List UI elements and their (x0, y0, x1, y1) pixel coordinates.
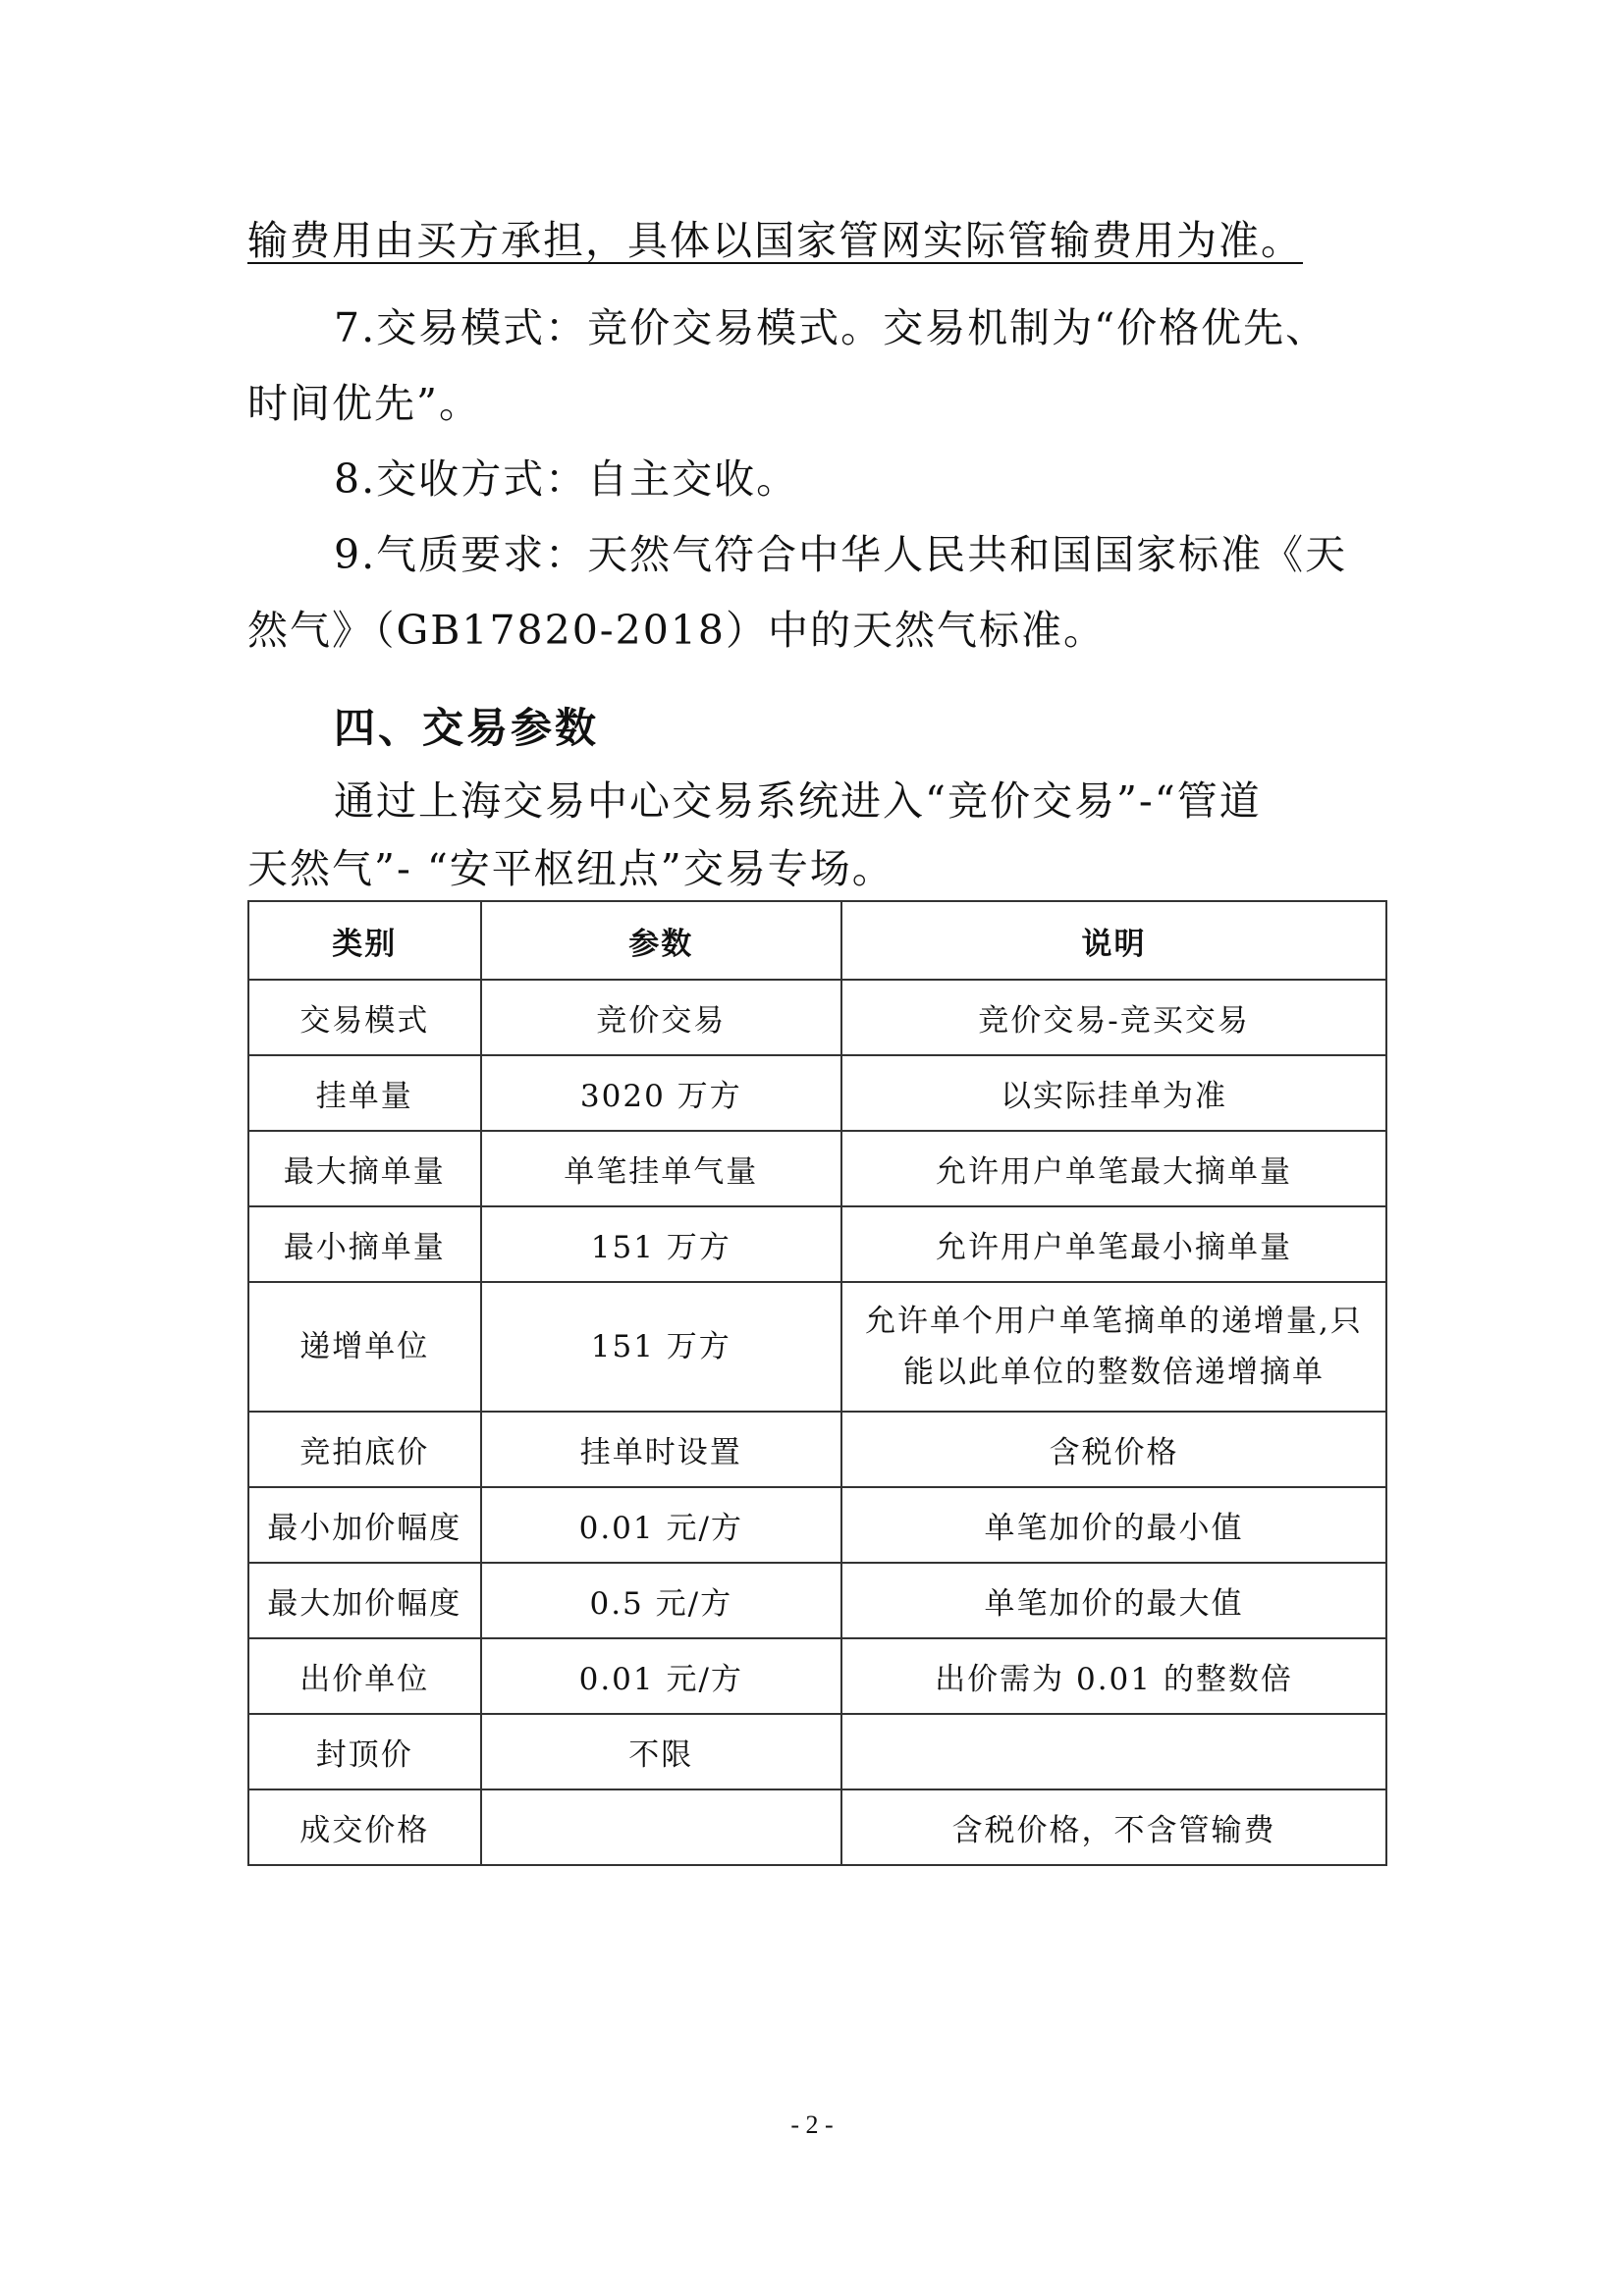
cell-description: 允许用户单笔最大摘单量 (841, 1131, 1386, 1206)
table-row (248, 1412, 1386, 1487)
table-row (248, 1714, 1386, 1789)
paragraph-gas-quality-line2: 然气》（GB17820-2018）中的天然气标准。 (247, 607, 1107, 654)
header-category: 类别 (248, 901, 481, 980)
cell-description (841, 1714, 1386, 1789)
paragraph-delivery-method: 8.交收方式：自主交收。 (334, 455, 799, 503)
table-row (248, 980, 1386, 1055)
cell-description (841, 1282, 1386, 1412)
cell-category: 封顶价 (248, 1714, 481, 1789)
cell-parameter: 竞价交易 (481, 980, 841, 1055)
cell-parameter: 3020 万方 (481, 1055, 841, 1131)
paragraph-transport-fee: 输费用由买方承担，具体以国家管网实际管输费用为准。 (247, 217, 1303, 264)
cell-description-line2: 能以此单位的整数倍递增摘单 (902, 1355, 1325, 1390)
table-header-row (248, 901, 1386, 980)
cell-parameter: 151 万方 (481, 1206, 841, 1282)
cell-category: 挂单量 (248, 1055, 481, 1131)
table-row (248, 1282, 1386, 1412)
cell-description: 以实际挂单为准 (841, 1055, 1386, 1131)
cell-description: 含税价格，不含管输费 (841, 1789, 1386, 1865)
paragraph-trading-mode-line1: 7.交易模式：竞价交易模式。交易机制为“价格优先、 (334, 304, 1328, 351)
cell-parameter: 0.5 元/方 (481, 1563, 841, 1638)
cell-description: 单笔加价的最大值 (841, 1563, 1386, 1638)
cell-parameter: 单笔挂单气量 (481, 1131, 841, 1206)
table-row (248, 1131, 1386, 1206)
table-row (248, 1789, 1386, 1865)
cell-description: 出价需为 0.01 的整数倍 (841, 1638, 1386, 1714)
table-row (248, 1563, 1386, 1638)
cell-parameter: 不限 (481, 1714, 841, 1789)
page-number: - 2 - (790, 2110, 834, 2139)
cell-description: 允许用户单笔最小摘单量 (841, 1206, 1386, 1282)
cell-description: 单笔加价的最小值 (841, 1487, 1386, 1563)
cell-category: 竞拍底价 (248, 1412, 481, 1487)
cell-description-line1: 允许单个用户单笔摘单的递增量,只 (865, 1304, 1363, 1339)
paragraph-section-intro-line2: 天然气”- “安平枢纽点”交易专场。 (247, 845, 894, 892)
cell-category: 成交价格 (248, 1789, 481, 1865)
table-row (248, 1638, 1386, 1714)
cell-parameter (481, 1789, 841, 1865)
cell-category: 最大加价幅度 (248, 1563, 481, 1638)
table-row (248, 1487, 1386, 1563)
cell-category: 递增单位 (248, 1282, 481, 1412)
cell-parameter: 151 万方 (481, 1282, 841, 1412)
paragraph-gas-quality-line1: 9.气质要求：天然气符合中华人民共和国国家标准《天 (334, 531, 1348, 578)
paragraph-section-intro-line1: 通过上海交易中心交易系统进入“竞价交易”-“管道 (334, 777, 1262, 825)
section-heading-trading-parameters: 四、交易参数 (334, 704, 600, 752)
table-row (248, 1055, 1386, 1131)
header-parameter: 参数 (481, 901, 841, 980)
cell-category: 最小摘单量 (248, 1206, 481, 1282)
cell-description: 含税价格 (841, 1412, 1386, 1487)
cell-parameter: 0.01 元/方 (481, 1638, 841, 1714)
cell-category: 最小加价幅度 (248, 1487, 481, 1563)
trading-parameters-table (247, 900, 1387, 1866)
paragraph-trading-mode-line2: 时间优先”。 (247, 380, 481, 427)
table-row (248, 1206, 1386, 1282)
cell-category: 最大摘单量 (248, 1131, 481, 1206)
cell-category: 出价单位 (248, 1638, 481, 1714)
cell-description: 竞价交易-竞买交易 (841, 980, 1386, 1055)
cell-parameter: 挂单时设置 (481, 1412, 841, 1487)
cell-category: 交易模式 (248, 980, 481, 1055)
header-description: 说明 (841, 901, 1386, 980)
cell-parameter: 0.01 元/方 (481, 1487, 841, 1563)
